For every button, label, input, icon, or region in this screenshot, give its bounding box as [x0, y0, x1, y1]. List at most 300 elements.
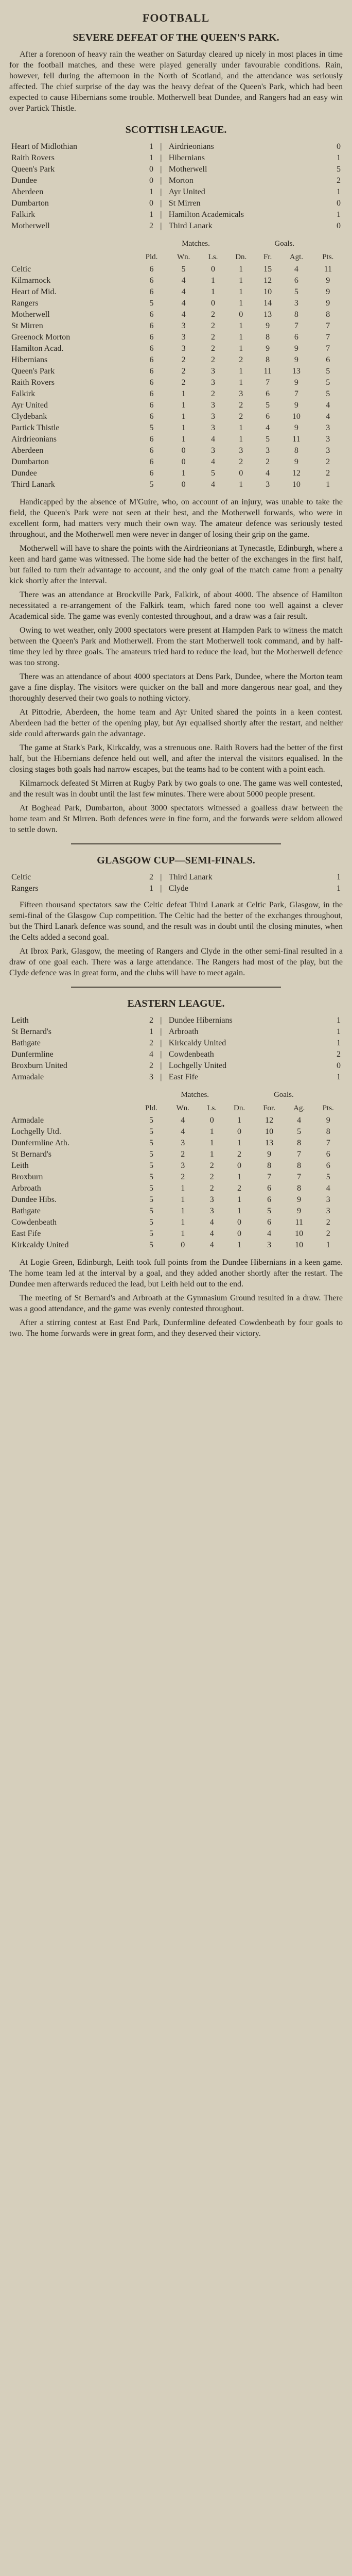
- home-score: 2: [149, 222, 153, 230]
- stat-cell: 1: [211, 276, 216, 285]
- away-score: 0: [337, 222, 341, 230]
- stat-cell: 2: [237, 1184, 242, 1193]
- result-row: Heart of Midlothian 1 | Airdrieonians 0: [9, 141, 343, 152]
- table-row: [9, 400, 343, 411]
- stat-cell: 3: [266, 480, 270, 489]
- stat-cell: 2: [239, 401, 243, 410]
- stat-cell: 3: [326, 446, 330, 455]
- article-headline: SEVERE DEFEAT OF THE QUEEN'S PARK.: [73, 32, 279, 43]
- result-row: St Bernard's 1 | Arbroath 1: [9, 1026, 343, 1038]
- stat-cell: 6: [326, 1161, 330, 1170]
- report-paragraph: There was an attendance of about 4000 spectators at Dens Park, Dundee, where the Morton team gave a fine display. The visitors were quicker on the ball and more dangerous near goal, and they thoroughly deserved their two goals to nothing victory.: [9, 672, 343, 703]
- stat-cell: 9: [297, 1195, 302, 1204]
- home-score: 1: [149, 884, 153, 893]
- away-score: 1: [337, 1039, 341, 1047]
- result-row: Queen's Park 0 | Motherwell 5: [9, 164, 343, 175]
- stat-cell: 1: [209, 1127, 214, 1136]
- stat-cell: 0: [237, 1127, 242, 1136]
- stat-cell: 2: [211, 355, 216, 364]
- stat-cell: 5: [266, 435, 270, 444]
- team-name: Kirkcaldy United: [11, 1241, 69, 1249]
- stat-cell: 1: [237, 1195, 242, 1204]
- stat-cell: 9: [294, 423, 298, 432]
- stat-cell: 0: [239, 469, 243, 478]
- stat-cell: 3: [267, 1241, 272, 1249]
- stat-cell: 1: [181, 1207, 185, 1215]
- matches-group-header: Matches.: [182, 240, 210, 248]
- stat-cell: 6: [149, 469, 154, 478]
- stat-cell: 3: [211, 378, 216, 387]
- table-row: [9, 1126, 343, 1138]
- stat-cell: 4: [267, 1229, 272, 1238]
- stat-cell: 7: [294, 389, 298, 398]
- stat-cell: 5: [149, 1116, 154, 1125]
- stat-cell: 10: [263, 287, 272, 296]
- home-team: Dumbarton: [11, 199, 49, 208]
- stat-cell: 2: [211, 333, 216, 342]
- home-team: Aberdeen: [11, 188, 44, 196]
- table-row: [9, 309, 343, 320]
- stat-cell: 2: [209, 1173, 214, 1181]
- stat-cell: 12: [265, 1116, 274, 1125]
- table-row: [9, 343, 343, 354]
- stat-cell: 5: [149, 1150, 154, 1159]
- stat-cell: 10: [265, 1127, 274, 1136]
- stat-cell: 2: [181, 367, 186, 376]
- stat-cell: 5: [181, 265, 186, 274]
- stat-cell: 9: [294, 355, 298, 364]
- col-drawn: Dn.: [234, 1104, 245, 1112]
- away-team: Motherwell: [168, 165, 207, 174]
- stat-cell: 7: [297, 1173, 302, 1181]
- home-team: Falkirk: [11, 210, 36, 219]
- stat-cell: 1: [239, 321, 243, 330]
- stat-cell: 8: [297, 1184, 302, 1193]
- team-name: Broxburn: [11, 1173, 43, 1181]
- stat-cell: 4: [181, 1127, 185, 1136]
- scottish-league-title: SCOTTISH LEAGUE.: [125, 124, 227, 135]
- away-team: Kirkcaldy United: [168, 1039, 226, 1047]
- stat-cell: 5: [149, 1161, 154, 1170]
- home-score: 1: [149, 210, 153, 219]
- report-paragraph: There was an attendance at Brockville Park, Falkirk, of about 4000. The absence of Hamilton necessitated a re-arrangement of the Falkirk team, which fared none too well against a clever Academical side. The game was evenly contested throughout, and a draw was a fair result.: [9, 590, 343, 621]
- stat-cell: 6: [149, 310, 154, 319]
- away-team: Airdrieonians: [168, 142, 214, 151]
- result-row: Raith Rovers 1 | Hibernians 1: [9, 152, 343, 164]
- stat-cell: 3: [209, 1207, 214, 1215]
- away-team: Morton: [168, 176, 193, 185]
- stat-cell: 5: [149, 1241, 154, 1249]
- stat-cell: 1: [239, 333, 243, 342]
- report-paragraph: Kilmarnock defeated St Mirren at Rugby Park by two goals to one. The game was well contested, and the result was in doubt until the last few minutes. There were about 5000 people present.: [9, 779, 343, 799]
- result-row: Bathgate 2 | Kirkcaldy United 1: [9, 1038, 343, 1049]
- stat-cell: 2: [181, 1150, 185, 1159]
- stat-cell: 7: [267, 1173, 272, 1181]
- away-team: Cowdenbeath: [168, 1050, 214, 1059]
- stat-cell: 6: [149, 344, 154, 353]
- stat-cell: 5: [326, 367, 330, 376]
- team-name: Clydebank: [11, 412, 47, 421]
- stat-cell: 1: [181, 469, 186, 478]
- glasgow-cup-title: GLASGOW CUP—SEMI-FINALS.: [97, 855, 255, 866]
- col-won: Wn.: [177, 253, 190, 261]
- scottish-league-results: [9, 141, 343, 232]
- home-score: 1: [149, 142, 153, 151]
- team-name: East Fife: [11, 1229, 41, 1238]
- result-row: Rangers 1 | Clyde 1: [9, 883, 343, 894]
- stat-cell: 1: [237, 1241, 242, 1249]
- report-paragraph: At Ibrox Park, Glasgow, the meeting of Rangers and Clyde in the other semi-final resulted in a draw of one goal each. There was a large attendance. The Rangers had most of the play, but the Clyde defence was in great form, and the clubs will have to meet again.: [9, 947, 343, 977]
- report-paragraph: Fifteen thousand spectators saw the Celtic defeat Third Lanark at Celtic Park, Glasgow, in the semi-final of the Glasgow Cup competition. The Celtic had the better of the exchanges throughout, but the Third Lanark defence was sound, and the result was in doubt until the closing minutes, when the Celts added a second goal.: [9, 901, 343, 942]
- team-name: Hamilton Acad.: [11, 344, 64, 353]
- stat-cell: 1: [239, 435, 243, 444]
- stat-cell: 12: [263, 276, 272, 285]
- stat-cell: 1: [181, 1184, 185, 1193]
- stat-cell: 6: [326, 355, 330, 364]
- stat-cell: 1: [211, 287, 216, 296]
- stat-cell: 2: [239, 412, 243, 421]
- stat-cell: 9: [297, 1207, 302, 1215]
- stat-cell: 9: [266, 344, 270, 353]
- stat-cell: 10: [292, 480, 301, 489]
- stat-cell: 2: [239, 457, 243, 466]
- table-row: [9, 434, 343, 445]
- col-points: Pts.: [322, 253, 334, 261]
- team-name: Aberdeen: [11, 446, 44, 455]
- stat-cell: 13: [263, 310, 272, 319]
- stat-cell: 2: [209, 1161, 214, 1170]
- stat-cell: 0: [181, 457, 186, 466]
- stat-cell: 9: [326, 287, 330, 296]
- col-against: Agt.: [289, 253, 303, 261]
- stat-cell: 1: [209, 1150, 214, 1159]
- home-team: Queen's Park: [11, 165, 55, 174]
- stat-cell: 4: [209, 1218, 214, 1227]
- stat-cell: 2: [326, 457, 330, 466]
- table-row: [9, 275, 343, 286]
- home-score: 0: [149, 199, 153, 208]
- stat-cell: 6: [149, 446, 154, 455]
- team-name: Leith: [11, 1161, 29, 1170]
- stat-cell: 3: [239, 446, 243, 455]
- report-paragraph: Motherwell will have to share the points with the Airdrieonians at Tynecastle, Edinburgh, where a keen and hard game was witnessed. The home side had the better of the exchanges in the first half, but failed to turn their advantage to account, and the only goal of the match came from a penalty kick shortly after the interval.: [9, 544, 343, 585]
- col-lost: Ls.: [207, 1104, 217, 1112]
- stat-cell: 5: [149, 1127, 154, 1136]
- stat-cell: 6: [294, 333, 298, 342]
- home-team: Dunfermline: [11, 1050, 54, 1059]
- stat-cell: 3: [181, 321, 186, 330]
- home-score: 1: [149, 1027, 153, 1036]
- team-name: Partick Thistle: [11, 423, 60, 432]
- stat-cell: 3: [266, 446, 270, 455]
- stat-cell: 4: [326, 412, 330, 421]
- home-team: St Bernard's: [11, 1027, 51, 1036]
- stat-cell: 10: [295, 1229, 304, 1238]
- stat-cell: 11: [295, 1218, 303, 1227]
- stat-cell: 2: [211, 321, 216, 330]
- away-score: 2: [337, 176, 341, 185]
- stat-cell: 5: [149, 1218, 154, 1227]
- col-for: For.: [263, 1104, 275, 1112]
- stat-cell: 5: [149, 480, 154, 489]
- stat-cell: 13: [292, 367, 301, 376]
- team-name: Bathgate: [11, 1207, 41, 1215]
- eastern-table-body: [9, 1115, 343, 1251]
- report-paragraph: Handicapped by the absence of M'Guire, who, on account of an injury, was unable to take the field, the Queen's Park were not seen at their best, and the Motherwell forwards, who were in excellent form, had matters very much their own way. The amateur defence was seriously tested throughout, and the Motherwell men were never in danger of losing their grip on the game.: [9, 498, 343, 539]
- home-score: 1: [149, 188, 153, 196]
- stat-cell: 6: [267, 1184, 272, 1193]
- stat-cell: 4: [181, 310, 186, 319]
- stat-cell: 3: [211, 423, 216, 432]
- stat-cell: 6: [326, 1150, 330, 1159]
- away-team: Arbroath: [168, 1027, 199, 1036]
- stat-cell: 5: [149, 423, 154, 432]
- stat-cell: 7: [294, 321, 298, 330]
- stat-cell: 11: [292, 435, 301, 444]
- stat-cell: 3: [326, 1195, 330, 1204]
- stat-cell: 1: [181, 1218, 185, 1227]
- section-divider: [71, 843, 281, 844]
- stat-cell: 5: [326, 378, 330, 387]
- result-row: Aberdeen 1 | Ayr United 1: [9, 187, 343, 198]
- stat-cell: 10: [295, 1241, 304, 1249]
- stat-cell: 1: [239, 480, 243, 489]
- glasgow-cup-results: [9, 872, 343, 894]
- stat-cell: 6: [149, 321, 154, 330]
- stat-cell: 1: [181, 401, 186, 410]
- stat-cell: 0: [237, 1218, 242, 1227]
- stat-cell: 2: [237, 1150, 242, 1159]
- stat-cell: 6: [149, 287, 154, 296]
- home-team: Motherwell: [11, 222, 50, 230]
- stat-cell: 5: [266, 401, 270, 410]
- stat-cell: 9: [326, 276, 330, 285]
- stat-cell: 7: [326, 1139, 330, 1147]
- team-name: Airdrieonians: [11, 435, 57, 444]
- stat-cell: 2: [181, 378, 186, 387]
- home-score: 2: [149, 1016, 153, 1025]
- stat-cell: 9: [294, 344, 298, 353]
- report-paragraph: At Pittodrie, Aberdeen, the home team and Ayr United shared the points in a keen contest. Aberdeen had the better of the opening play, but Ayr equalised shortly after the restart, and neither side could afterwards gain the advantage.: [9, 708, 343, 738]
- stat-cell: 1: [326, 480, 330, 489]
- home-score: 3: [149, 1073, 153, 1081]
- team-name: Arbroath: [11, 1184, 41, 1193]
- stat-cell: 6: [149, 355, 154, 364]
- home-score: 1: [149, 154, 153, 162]
- table-row: [9, 1115, 343, 1126]
- away-team: Third Lanark: [168, 873, 213, 882]
- stat-cell: 6: [149, 276, 154, 285]
- stat-cell: 8: [266, 333, 270, 342]
- table-row: [9, 1172, 343, 1183]
- table-row: [9, 264, 343, 275]
- stat-cell: 5: [294, 287, 298, 296]
- team-name: Kilmarnock: [11, 276, 51, 285]
- stat-cell: 1: [237, 1173, 242, 1181]
- col-played: Pld.: [145, 1104, 157, 1112]
- team-name: Hibernians: [11, 355, 48, 364]
- stat-cell: 0: [211, 265, 216, 274]
- home-score: 0: [149, 165, 153, 174]
- stat-cell: 1: [181, 435, 186, 444]
- table-row: [9, 1160, 343, 1172]
- stat-cell: 2: [181, 1173, 185, 1181]
- result-row: Celtic 2 | Third Lanark 1: [9, 872, 343, 883]
- stat-cell: 9: [267, 1150, 272, 1159]
- stat-cell: 2: [181, 355, 186, 364]
- stat-cell: 11: [263, 367, 272, 376]
- stat-cell: 4: [266, 469, 270, 478]
- stat-cell: 6: [294, 276, 298, 285]
- away-score: 0: [337, 199, 341, 208]
- stat-cell: 8: [297, 1161, 302, 1170]
- stat-cell: 9: [294, 457, 298, 466]
- stat-cell: 6: [149, 435, 154, 444]
- stat-cell: 5: [149, 1184, 154, 1193]
- team-name: Lochgelly Utd.: [11, 1127, 61, 1136]
- table-row: [9, 445, 343, 456]
- table-row: [9, 1217, 343, 1228]
- stat-cell: 4: [181, 1116, 185, 1125]
- stat-cell: 9: [294, 378, 298, 387]
- stat-cell: 5: [149, 299, 154, 308]
- team-name: St Mirren: [11, 321, 43, 330]
- home-score: 2: [149, 873, 153, 882]
- stat-cell: 4: [209, 1241, 214, 1249]
- stat-cell: 1: [181, 389, 186, 398]
- stat-cell: 1: [181, 423, 186, 432]
- table-row: [9, 456, 343, 468]
- stat-cell: 8: [297, 1139, 302, 1147]
- away-team: East Fife: [168, 1073, 199, 1081]
- stat-cell: 0: [211, 299, 216, 308]
- col-drawn: Dn.: [235, 253, 247, 261]
- goals-group-header: Goals.: [273, 1091, 294, 1099]
- stat-cell: 3: [211, 401, 216, 410]
- stat-cell: 6: [266, 389, 270, 398]
- home-team: Rangers: [11, 884, 39, 893]
- away-score: 1: [337, 188, 341, 196]
- stat-cell: 8: [326, 310, 330, 319]
- away-team: Lochgelly United: [168, 1061, 227, 1070]
- report-paragraph: Owing to wet weather, only 2000 spectators were present at Hampden Park to witness the match between the Queen's Park and Motherwell. From the start Motherwell took command, and by half-time they led by three goals. The amateurs tried hard to reduce the lead, but the Motherwell defence was too strong.: [9, 626, 343, 667]
- team-name: Celtic: [11, 265, 31, 274]
- table-row: [9, 479, 343, 490]
- stat-cell: 4: [181, 276, 186, 285]
- stat-cell: 0: [181, 480, 186, 489]
- stat-cell: 5: [149, 1207, 154, 1215]
- stat-cell: 0: [209, 1116, 214, 1125]
- stat-cell: 3: [181, 1139, 185, 1147]
- stat-cell: 5: [326, 1173, 330, 1181]
- result-row: Dumbarton 0 | St Mirren 0: [9, 198, 343, 209]
- stat-cell: 3: [211, 412, 216, 421]
- stat-cell: 2: [211, 389, 216, 398]
- stat-cell: 10: [292, 412, 301, 421]
- stat-cell: 3: [211, 367, 216, 376]
- table-row: [9, 1228, 343, 1240]
- away-score: 0: [337, 142, 341, 151]
- stat-cell: 3: [211, 446, 216, 455]
- stat-cell: 8: [267, 1161, 272, 1170]
- stat-cell: 15: [263, 265, 272, 274]
- stat-cell: 4: [181, 299, 186, 308]
- stat-cell: 1: [239, 423, 243, 432]
- col-played: Pld.: [145, 253, 158, 261]
- stat-cell: 0: [239, 310, 243, 319]
- stat-cell: 1: [181, 1195, 185, 1204]
- away-score: 0: [337, 1061, 341, 1070]
- team-name: Ayr United: [11, 401, 48, 410]
- result-row: Broxburn United 2 | Lochgelly United 0: [9, 1060, 343, 1072]
- goals-group-header: Goals.: [274, 240, 295, 248]
- table-row: [9, 298, 343, 309]
- stat-cell: 5: [149, 1229, 154, 1238]
- stat-cell: 3: [326, 423, 330, 432]
- stat-cell: 2: [209, 1184, 214, 1193]
- stat-cell: 4: [326, 1184, 330, 1193]
- team-name: Cowdenbeath: [11, 1218, 57, 1227]
- col-against: Ag.: [293, 1104, 305, 1112]
- stat-cell: 1: [209, 1139, 214, 1147]
- eastern-league-results: [9, 1015, 343, 1083]
- stat-cell: 0: [181, 446, 186, 455]
- stat-cell: 3: [239, 389, 243, 398]
- stat-cell: 1: [239, 276, 243, 285]
- stat-cell: 4: [294, 265, 298, 274]
- stat-cell: 9: [326, 1116, 330, 1125]
- table-row: [9, 377, 343, 388]
- stat-cell: 2: [239, 355, 243, 364]
- col-won: Wn.: [176, 1104, 189, 1112]
- table-row: [9, 1149, 343, 1160]
- home-score: 4: [149, 1050, 153, 1059]
- stat-cell: 1: [181, 412, 186, 421]
- stat-cell: 7: [266, 378, 270, 387]
- home-team: Dundee: [11, 176, 37, 185]
- stat-cell: 6: [267, 1218, 272, 1227]
- stat-cell: 1: [326, 1241, 330, 1249]
- stat-cell: 3: [209, 1195, 214, 1204]
- table-row: [9, 332, 343, 343]
- home-team: Armadale: [11, 1073, 44, 1081]
- stat-cell: 1: [239, 299, 243, 308]
- away-score: 1: [337, 1027, 341, 1036]
- away-team: St Mirren: [168, 199, 201, 208]
- stat-cell: 3: [181, 1161, 185, 1170]
- away-score: 1: [337, 154, 341, 162]
- report-paragraph: At Logie Green, Edinburgh, Leith took full points from the Dundee Hibernians in a keen game. The home team led at the interval by a goal, and they added another shortly after the restart. The Dundee men afterwards reduced the lead, but Leith held out to the end.: [9, 1258, 343, 1289]
- team-name: Dundee Hibs.: [11, 1195, 57, 1204]
- table-row: [9, 1206, 343, 1217]
- stat-cell: 12: [292, 469, 301, 478]
- away-score: 1: [337, 1073, 341, 1081]
- away-team: Third Lanark: [168, 222, 213, 230]
- away-team: Ayr United: [168, 188, 205, 196]
- stat-cell: 8: [294, 446, 298, 455]
- team-name: Dundee: [11, 469, 37, 478]
- team-name: Dunfermline Ath.: [11, 1139, 69, 1147]
- stat-cell: 2: [326, 1218, 330, 1227]
- home-score: 2: [149, 1039, 153, 1047]
- stat-cell: 2: [326, 1229, 330, 1238]
- stat-cell: 3: [326, 435, 330, 444]
- team-name: Greenock Morton: [11, 333, 71, 342]
- stat-cell: 6: [149, 457, 154, 466]
- home-team: Broxburn United: [11, 1061, 67, 1070]
- col-lost: Ls.: [208, 253, 218, 261]
- home-team: Heart of Midlothian: [11, 142, 77, 151]
